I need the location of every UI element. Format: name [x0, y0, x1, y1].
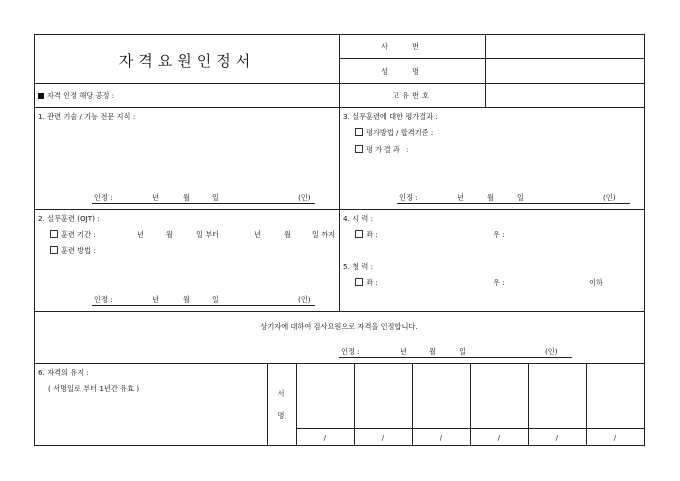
outer-border-left: [34, 34, 35, 446]
sec3-day: 일: [517, 193, 524, 202]
certify-year: 년: [400, 347, 407, 356]
sec1-month: 월: [183, 193, 190, 202]
sec5-title: 5. 청 력 :: [343, 262, 374, 271]
certify-day: 일: [459, 347, 466, 356]
sec2-approval-label: 인정 :: [94, 295, 113, 304]
sign-date-slash[interactable]: /: [497, 433, 501, 442]
sec6-date-row-line: [296, 428, 645, 429]
filled-square-icon: [38, 93, 44, 99]
sec1-title: 1. 관련 기술 / 기능 전문 지식 :: [38, 112, 136, 121]
signature-cell[interactable]: [529, 364, 586, 428]
sec2-period-from: 일 부터: [196, 230, 220, 239]
sec2-period-label[interactable]: 훈련 기간 :: [50, 230, 96, 239]
sec3-approval-label: 인정 :: [399, 193, 418, 202]
sec3-item-eval-method[interactable]: 평가방법 / 합격기준 :: [355, 128, 433, 137]
checkbox-icon[interactable]: [355, 145, 363, 153]
sec3-underline: [397, 203, 630, 204]
sec6-title: 6. 자격의 유지 :: [38, 368, 89, 377]
sec2-period-month: 월: [166, 230, 173, 239]
signature-cell[interactable]: [587, 364, 644, 428]
sign-date-slash[interactable]: /: [555, 433, 559, 442]
sign-date-slash[interactable]: /: [381, 433, 385, 442]
sec1-seal: (인): [298, 193, 311, 202]
form-title: 자격요원인정서: [118, 52, 256, 70]
row-line-sections-1-2: [34, 209, 645, 210]
sec2-underline: [92, 305, 315, 306]
sec2-year: 년: [152, 295, 159, 304]
sec4-left[interactable]: 좌 :: [355, 230, 378, 239]
checkbox-icon[interactable]: [355, 128, 363, 136]
sec2-title: 2. 실무훈련 (OJT) :: [38, 214, 100, 223]
sec2-seal: (인): [298, 295, 311, 304]
signature-cell[interactable]: [297, 364, 354, 428]
sec3-item-eval-result[interactable]: 평가결과 :: [355, 145, 410, 154]
sec4-title: 4. 시 력 :: [343, 214, 374, 223]
sec6-sign-char-2: 명: [277, 411, 285, 420]
sec2-period-year2: 년: [254, 230, 261, 239]
outer-border-right: [644, 34, 645, 446]
serial-value-cell[interactable]: [486, 35, 644, 58]
signature-cell[interactable]: [471, 364, 528, 428]
sec5-right: 우 :: [493, 278, 505, 287]
sign-date-slash[interactable]: /: [439, 433, 443, 442]
sec2-month: 월: [183, 295, 190, 304]
label-serial: 사번: [381, 42, 443, 51]
sec5-left[interactable]: 좌 :: [355, 278, 378, 287]
signature-cell[interactable]: [413, 364, 470, 428]
sec1-day: 일: [212, 193, 219, 202]
sec2-method-label[interactable]: 훈련 방법 :: [50, 246, 96, 255]
outer-border-bottom: [34, 445, 645, 446]
sec2-period-month2: 월: [284, 230, 291, 239]
sec3-year: 년: [457, 193, 464, 202]
sec2-period-to: 일 까지: [312, 230, 336, 239]
certify-underline: [339, 357, 572, 358]
checkbox-icon[interactable]: [50, 230, 58, 238]
certify-seal: (인): [545, 347, 558, 356]
checkbox-icon[interactable]: [50, 246, 58, 254]
field-category-label: 자격 인정 해당 공정 :: [38, 91, 114, 100]
certify-approval-label: 인정 :: [341, 347, 360, 356]
sec6-divider-v-left: [267, 363, 268, 446]
sec2-day: 일: [212, 295, 219, 304]
signature-cell[interactable]: [355, 364, 412, 428]
sec3-title: 3. 실무훈련에 대한 평가결과 :: [343, 112, 438, 121]
sec1-underline: [92, 203, 315, 204]
checkbox-icon[interactable]: [355, 230, 363, 238]
sec4-right: 우 :: [493, 230, 505, 239]
certify-month: 월: [429, 347, 436, 356]
sec1-content-area[interactable]: [38, 124, 334, 186]
sec3-month: 월: [487, 193, 494, 202]
sec6-sign-char-1: 서: [277, 389, 285, 398]
header-divider-v1: [339, 34, 340, 107]
sec6-note: ( 서명일로 부터 1년간 유효 ): [48, 384, 140, 393]
certify-text: 상기자에 대하여 검사요원으로 자격을 인정합니다.: [260, 322, 418, 331]
unique-no-value-cell[interactable]: [486, 84, 644, 107]
checkbox-icon[interactable]: [355, 278, 363, 286]
sec1-approval-label: 인정 :: [94, 193, 113, 202]
sec2-period-year: 년: [137, 230, 144, 239]
label-name: 성명: [381, 67, 443, 76]
sec1-year: 년: [152, 193, 159, 202]
sec3-seal: (인): [603, 193, 616, 202]
sign-date-slash[interactable]: /: [323, 433, 327, 442]
sign-date-slash[interactable]: /: [613, 433, 617, 442]
name-value-cell[interactable]: [486, 59, 644, 83]
row-line-certify-top: [34, 311, 645, 312]
label-unique-no: 고유번호: [392, 91, 432, 100]
sec5-below: 이하: [589, 278, 603, 287]
